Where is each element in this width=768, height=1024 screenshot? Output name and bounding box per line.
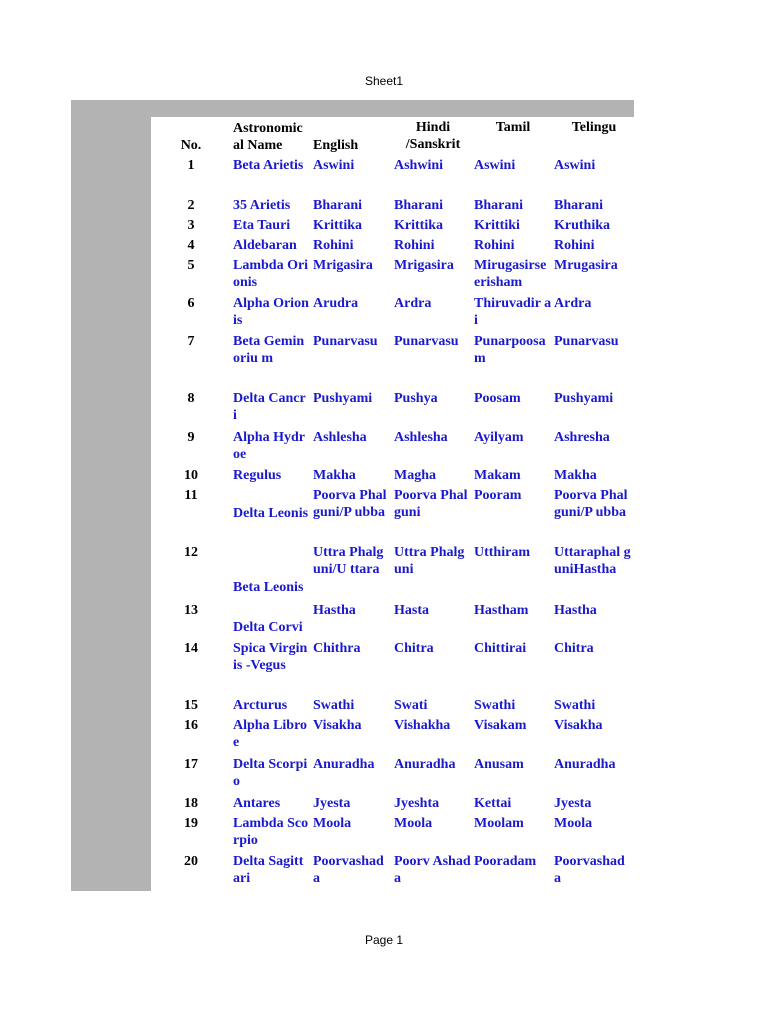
row-tamil: Rohini — [474, 238, 515, 253]
row-astronomical-name: Beta Leonis — [233, 580, 304, 595]
row-hindi-sanskrit: Magha — [394, 468, 436, 483]
row-no: 6 — [187, 296, 195, 311]
row-tamil: Aswini — [474, 158, 516, 173]
row-telingu: Kruthika — [554, 218, 611, 233]
sheet-title: Sheet1 — [364, 74, 404, 88]
row-telingu: Hastha — [554, 603, 597, 618]
row-telingu: Swathi — [554, 698, 596, 713]
row-hindi-sanskrit: Poorva Phalguni — [394, 488, 468, 520]
row-hindi-sanskrit: Jyeshta — [394, 796, 440, 811]
sheet-grey-left-band — [71, 117, 151, 891]
row-english: Pushyami — [313, 391, 373, 406]
row-no: 12 — [184, 545, 198, 560]
row-telingu: Uttaraphal guniHastha — [554, 545, 631, 577]
row-tamil: Swathi — [474, 698, 516, 713]
row-telingu: Visakha — [554, 718, 603, 733]
row-telingu: Moola — [554, 816, 593, 831]
row-english: Mrigasira — [313, 258, 373, 273]
row-tamil: Kettai — [474, 796, 512, 811]
row-astronomical-name: Delta Corvi — [233, 620, 303, 635]
header-english: English — [313, 138, 359, 153]
row-no: 9 — [187, 430, 195, 445]
row-tamil: Hastham — [474, 603, 529, 618]
row-no: 19 — [184, 816, 198, 831]
row-telingu: Ashresha — [554, 430, 610, 445]
row-english: Aswini — [313, 158, 355, 173]
row-astronomical-name: 35 Arietis — [233, 198, 291, 213]
row-english: Poorva Phalguni/P ubba — [313, 488, 387, 520]
row-hindi-sanskrit: Ashlesha — [394, 430, 448, 445]
row-tamil: Makam — [474, 468, 521, 483]
row-english: Uttra Phalguni/U ttara — [313, 545, 384, 577]
row-no: 20 — [184, 854, 198, 869]
row-no: 2 — [187, 198, 195, 213]
row-no: 17 — [184, 757, 198, 772]
row-english: Punarvasu — [313, 334, 378, 349]
row-no: 14 — [184, 641, 198, 656]
row-hindi-sanskrit: Uttra Phalguni — [394, 545, 465, 577]
row-hindi-sanskrit: Krittika — [394, 218, 443, 233]
row-hindi-sanskrit: Hasta — [394, 603, 429, 618]
row-tamil: Thiruvadir ai — [474, 296, 552, 328]
row-astronomical-name: Lambda Orionis — [233, 258, 309, 290]
row-hindi-sanskrit: Chitra — [394, 641, 434, 656]
header-no: No. — [180, 138, 202, 153]
row-telingu: Punarvasu — [554, 334, 619, 349]
row-english: Hastha — [313, 603, 356, 618]
row-no: 10 — [184, 468, 198, 483]
row-astronomical-name: Regulus — [233, 468, 282, 483]
row-tamil: Ayilyam — [474, 430, 524, 445]
header-hindi-sanskrit: Hindi /Sanskrit — [405, 120, 461, 152]
row-hindi-sanskrit: Mrigasira — [394, 258, 454, 273]
row-telingu: Chitra — [554, 641, 594, 656]
row-no: 13 — [184, 603, 198, 618]
header-tamil: Tamil — [495, 120, 531, 135]
page-footer: Page 1 — [364, 933, 404, 947]
header-astronomical-name: Astronomic al Name — [233, 121, 303, 153]
row-telingu: Poorvashad a — [554, 854, 625, 886]
row-no: 7 — [187, 334, 195, 349]
row-hindi-sanskrit: Swati — [394, 698, 428, 713]
row-tamil: Krittiki — [474, 218, 520, 233]
row-astronomical-name: Delta Sagittari — [233, 854, 304, 886]
row-no: 4 — [187, 238, 195, 253]
row-english: Rohini — [313, 238, 354, 253]
row-no: 15 — [184, 698, 198, 713]
row-astronomical-name: Eta Tauri — [233, 218, 291, 233]
row-english: Visakha — [313, 718, 362, 733]
row-english: Moola — [313, 816, 352, 831]
row-tamil: Utthiram — [474, 545, 530, 560]
row-astronomical-name: Antares — [233, 796, 281, 811]
row-telingu: Makha — [554, 468, 597, 483]
row-tamil: Anusam — [474, 757, 524, 772]
row-astronomical-name: Beta Arietis — [233, 158, 304, 173]
row-tamil: Poosam — [474, 391, 521, 406]
row-astronomical-name: Lambda Scorpio — [233, 816, 309, 848]
row-astronomical-name: Alpha Orionis — [233, 296, 309, 328]
row-hindi-sanskrit: Punarvasu — [394, 334, 459, 349]
row-english: Krittika — [313, 218, 362, 233]
row-telingu: Jyesta — [554, 796, 592, 811]
row-no: 8 — [187, 391, 195, 406]
row-telingu: Pushyami — [554, 391, 614, 406]
row-hindi-sanskrit: Vishakha — [394, 718, 451, 733]
row-telingu: Aswini — [554, 158, 596, 173]
nakshatra-table — [151, 117, 634, 891]
row-telingu: Rohini — [554, 238, 595, 253]
row-tamil: Visakam — [474, 718, 527, 733]
row-no: 11 — [184, 488, 198, 503]
row-english: Makha — [313, 468, 356, 483]
row-telingu: Mrugasira — [554, 258, 618, 273]
row-english: Anuradha — [313, 757, 375, 772]
row-tamil: Chittirai — [474, 641, 527, 656]
row-telingu: Anuradha — [554, 757, 616, 772]
row-astronomical-name: Arcturus — [233, 698, 288, 713]
row-english: Poorvashad a — [313, 854, 384, 886]
sheet-grey-top-band — [71, 100, 634, 117]
row-hindi-sanskrit: Pushya — [394, 391, 438, 406]
row-hindi-sanskrit: Moola — [394, 816, 433, 831]
row-english: Ashlesha — [313, 430, 367, 445]
row-astronomical-name: Delta Cancri — [233, 391, 306, 423]
row-astronomical-name: Aldebaran — [233, 238, 297, 253]
row-no: 5 — [187, 258, 195, 273]
row-english: Bharani — [313, 198, 363, 213]
row-telingu: Bharani — [554, 198, 604, 213]
row-english: Jyesta — [313, 796, 351, 811]
row-hindi-sanskrit: Ardra — [394, 296, 432, 311]
row-tamil: Mirugasirse erisham — [474, 258, 547, 290]
row-tamil: Pooram — [474, 488, 522, 503]
row-hindi-sanskrit: Ashwini — [394, 158, 444, 173]
row-no: 1 — [187, 158, 195, 173]
row-hindi-sanskrit: Anuradha — [394, 757, 456, 772]
row-astronomical-name: Delta Leonis — [233, 506, 309, 521]
row-telingu: Ardra — [554, 296, 592, 311]
row-astronomical-name: Beta Geminoriu m — [233, 334, 305, 366]
row-telingu: Poorva Phalguni/P ubba — [554, 488, 628, 520]
row-hindi-sanskrit: Bharani — [394, 198, 444, 213]
row-tamil: Moolam — [474, 816, 524, 831]
row-english: Swathi — [313, 698, 355, 713]
row-tamil: Punarpoosa m — [474, 334, 546, 366]
row-astronomical-name: Alpha Hydroe — [233, 430, 305, 462]
row-tamil: Pooradam — [474, 854, 537, 869]
row-no: 3 — [187, 218, 195, 233]
row-no: 16 — [184, 718, 198, 733]
row-english: Chithra — [313, 641, 361, 656]
row-english: Arudra — [313, 296, 359, 311]
header-telingu: Telingu — [571, 120, 617, 135]
row-hindi-sanskrit: Rohini — [394, 238, 435, 253]
row-astronomical-name: Alpha Libroe — [233, 718, 308, 750]
row-astronomical-name: Spica Virginis -Vegus — [233, 641, 308, 673]
row-hindi-sanskrit: Poorv Ashada — [394, 854, 471, 886]
row-no: 18 — [184, 796, 198, 811]
row-astronomical-name: Delta Scorpio — [233, 757, 308, 789]
row-tamil: Bharani — [474, 198, 524, 213]
